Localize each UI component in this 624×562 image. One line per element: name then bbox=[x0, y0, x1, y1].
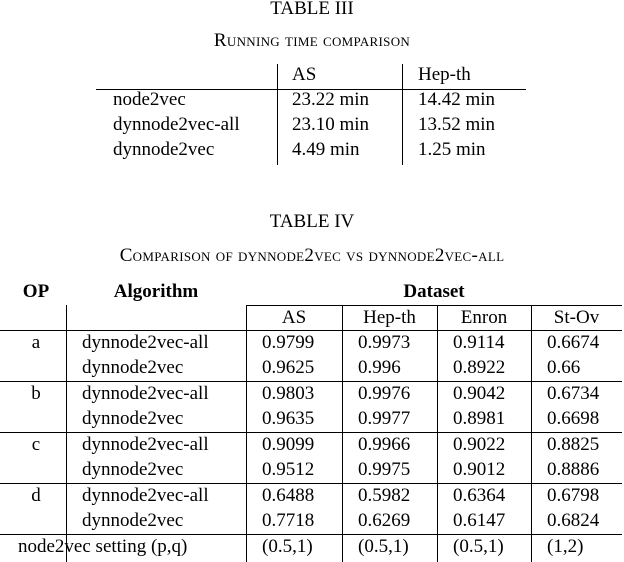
table-4-cell: 0.9512 bbox=[262, 459, 315, 480]
table-4-cell: 0.6698 bbox=[547, 408, 600, 429]
table-4-cell: 0.6824 bbox=[547, 510, 600, 531]
table-3-number: TABLE III bbox=[270, 0, 354, 19]
table-4-cell: 0.6364 bbox=[453, 485, 506, 506]
table-4-op: a bbox=[31, 332, 41, 353]
table-4-column-divider bbox=[531, 305, 532, 562]
table-4-dataset-header: Hep-th bbox=[363, 307, 416, 328]
table-4-column-divider bbox=[437, 305, 438, 562]
table-4-algorithm: dynnode2vec bbox=[82, 510, 184, 531]
table-3-cell: 23.22 min bbox=[292, 89, 370, 110]
op-header: OP bbox=[22, 281, 50, 302]
table-3-cell: 1.25 min bbox=[418, 139, 486, 160]
table-4-dataset-header: St-Ov bbox=[553, 307, 600, 328]
table-4-cell: 0.9042 bbox=[453, 383, 506, 404]
table-4-footer-cell: (0.5,1) bbox=[262, 536, 313, 557]
table-4-cell: 0.9803 bbox=[262, 383, 315, 404]
table-4-cell: 0.9976 bbox=[358, 383, 411, 404]
table-4-cell: 0.6798 bbox=[547, 485, 600, 506]
table-4-cell: 0.6674 bbox=[547, 332, 600, 353]
table-4-footer-cell: (1,2) bbox=[547, 536, 584, 557]
table-3-column-divider bbox=[402, 64, 403, 165]
table-4-cell: 0.9022 bbox=[453, 434, 506, 455]
table-4-algorithm: dynnode2vec bbox=[82, 408, 184, 429]
table-4-algorithm: dynnode2vec bbox=[82, 459, 184, 480]
table-4-algorithm: dynnode2vec-all bbox=[82, 332, 209, 353]
table-3-title: Running time comparison bbox=[213, 30, 411, 51]
table-4-cell: 0.9977 bbox=[358, 408, 411, 429]
table-4-cell: 0.6488 bbox=[262, 485, 315, 506]
table-4-cell: 0.8981 bbox=[453, 408, 506, 429]
table-4-cell: 0.9973 bbox=[358, 332, 411, 353]
table-4-cell: 0.66 bbox=[547, 357, 581, 378]
table-4-cell: 0.6734 bbox=[547, 383, 600, 404]
table-4-group-rule bbox=[0, 483, 622, 484]
table-4-cell: 0.9799 bbox=[262, 332, 315, 353]
table-4-cell: 0.8886 bbox=[547, 459, 600, 480]
table-4-cell: 0.9635 bbox=[262, 408, 315, 429]
table-4-cell: 0.9966 bbox=[358, 434, 411, 455]
table-3-column-header: Hep-th bbox=[418, 64, 471, 85]
table-4-footer-label: node2vec setting (p,q) bbox=[18, 536, 188, 557]
table-3-column-header: AS bbox=[292, 64, 317, 85]
table-4-dataset-rule bbox=[246, 305, 622, 306]
table-3-method: dynnode2vec-all bbox=[113, 114, 240, 135]
algorithm-header: Algorithm bbox=[113, 281, 199, 302]
table-4-group-rule bbox=[0, 381, 622, 382]
table-4-op: b bbox=[31, 383, 41, 404]
table-4-cell: 0.9975 bbox=[358, 459, 411, 480]
table-4-algorithm: dynnode2vec-all bbox=[82, 434, 209, 455]
table-4-cell: 0.8922 bbox=[453, 357, 506, 378]
table-4-cell: 0.9114 bbox=[453, 332, 505, 353]
table-4-column-divider bbox=[342, 305, 343, 562]
table-4-op: d bbox=[31, 485, 41, 506]
table-4-cell: 0.9099 bbox=[262, 434, 315, 455]
table-4-algorithm: dynnode2vec bbox=[82, 357, 184, 378]
table-4-cell: 0.5982 bbox=[358, 485, 411, 506]
table-4-cell: 0.9625 bbox=[262, 357, 315, 378]
table-4-cell: 0.8825 bbox=[547, 434, 600, 455]
table-3-cell: 14.42 min bbox=[418, 89, 496, 110]
table-4-dataset-header: Enron bbox=[460, 307, 508, 328]
table-4-algorithm: dynnode2vec-all bbox=[82, 485, 209, 506]
table-4-number: TABLE IV bbox=[269, 211, 355, 232]
table-3-cell: 23.10 min bbox=[292, 114, 370, 135]
table-4-header-rule bbox=[0, 330, 622, 331]
table-4-cell: 0.996 bbox=[358, 357, 401, 378]
table-3-cell: 4.49 min bbox=[292, 139, 360, 160]
table-4-cell: 0.6147 bbox=[453, 510, 506, 531]
table-4-footer-cell: (0.5,1) bbox=[358, 536, 409, 557]
table-4-footer-cell: (0.5,1) bbox=[453, 536, 504, 557]
table-4-column-divider bbox=[66, 305, 67, 562]
table-4-algorithm: dynnode2vec-all bbox=[82, 383, 209, 404]
table-3-method: dynnode2vec bbox=[113, 139, 215, 160]
table-4-cell: 0.6269 bbox=[358, 510, 411, 531]
table-4-title: Comparison of dynnode2vec vs dynnode2vec-all bbox=[119, 245, 505, 266]
table-4-column-divider bbox=[246, 305, 247, 562]
table-4-dataset-header: AS bbox=[281, 307, 307, 328]
dataset-header: Dataset bbox=[403, 281, 465, 302]
table-3-cell: 13.52 min bbox=[418, 114, 496, 135]
table-4-op: c bbox=[31, 434, 41, 455]
table-3-column-divider bbox=[277, 64, 278, 165]
table-4-cell: 0.9012 bbox=[453, 459, 506, 480]
table-3-method: node2vec bbox=[113, 89, 186, 110]
table-4-group-rule bbox=[0, 432, 622, 433]
table-4-cell: 0.7718 bbox=[262, 510, 315, 531]
table-4-group-rule bbox=[0, 534, 622, 535]
